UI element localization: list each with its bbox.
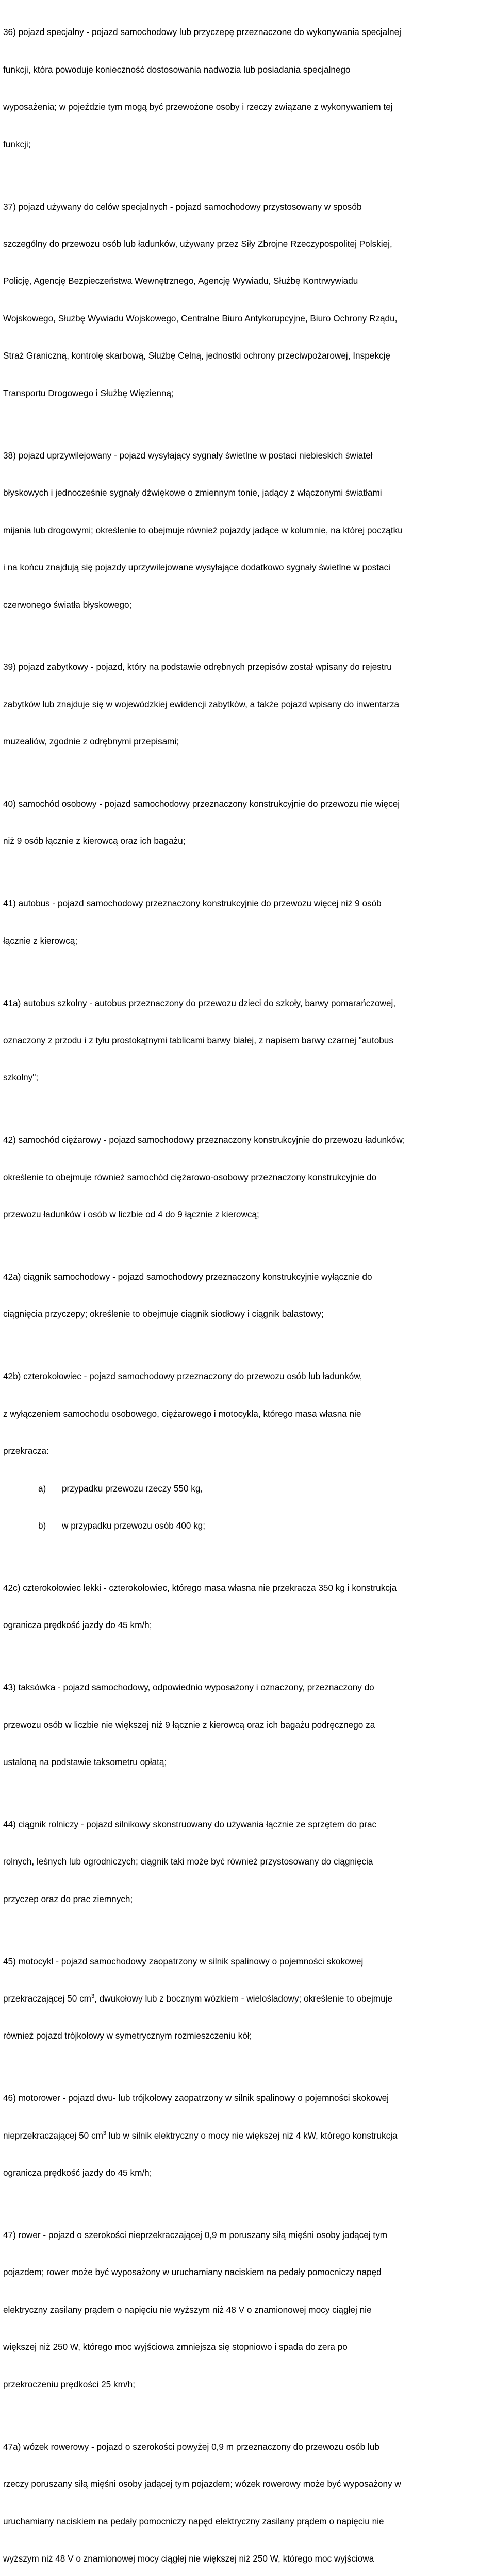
definition-line: 40) samochód osobowy - pojazd samochodowy przeznaczony konstrukcyjnie do przewozu nie więcej [3, 799, 400, 809]
definition-line: wyższym niż 48 V o znamionowej mocy ciągłej nie większej niż 250 W, którego moc wyjściowa [3, 2553, 374, 2564]
superscript: 3 [103, 2130, 107, 2137]
text-fragment: nieprzekraczającej 50 cm [3, 2130, 103, 2141]
text-fragment: , dwukołowy lub z bocznym wózkiem - wielośladowy; określenie to obejmuje [94, 1993, 393, 2004]
definition-line: ustaloną na podstawie taksometru opłatą; [3, 1757, 167, 1768]
definition-line: elektryczny zasilany prądem o napięciu nie wyższym niż 48 V o znamionowej mocy ciągłej nie [3, 2304, 372, 2315]
definition-line: 41) autobus - pojazd samochodowy przeznaczony konstrukcyjnie do przewozu więcej niż 9 osób [3, 898, 382, 909]
definitions-list [3, 1, 493, 2576]
sub-item-letter: b) [38, 1520, 46, 1531]
definition-41 [3, 872, 493, 972]
definition-line: również pojazd trójkołowy w symetrycznym rozmieszczeniu kół; [3, 2030, 252, 2041]
definition-line: 42) samochód ciężarowy - pojazd samochodowy przeznaczony konstrukcyjnie do przewozu ładunków; [3, 1134, 405, 1145]
definition-line: przyczep oraz do prac ziemnych; [3, 1893, 133, 1904]
definition-line: 46) motorower - pojazd dwu- lub trójkołowy zaopatrzony w silnik spalinowy o pojemności skokowej [3, 2093, 389, 2104]
definition-line: 41a) autobus szkolny - autobus przeznaczony do przewozu dzieci do szkoły, barwy pomarańczowej, [3, 997, 396, 1008]
text-fragment: lub w silnik elektryczny o mocy nie większej niż 4 kW, którego konstrukcja [106, 2130, 398, 2141]
definition-38 [3, 424, 493, 636]
sub-item-b [3, 1519, 493, 1532]
definition-line: Wojskowego, Służbę Wywiadu Wojskowego, Centralne Biuro Antykorupcyjne, Biuro Ochrony Rządu, [3, 313, 398, 324]
definition-42b [3, 1345, 493, 1557]
definition-line: i na końcu znajdują się pojazdy uprzywilejowane wysyłające dodatkowo sygnały świetlne w postaci [3, 562, 390, 573]
definition-line: szkolny"; [3, 1072, 39, 1083]
definition-line: 39) pojazd zabytkowy - pojazd, który na podstawie odrębnych przepisów został wpisany do rejestru [3, 662, 392, 672]
definition-line: funkcji; [3, 139, 31, 149]
definition-47a [3, 2415, 493, 2576]
definition-line: z wyłączeniem samochodu osobowego, ciężarowego i motocykla, którego masa własna nie [3, 1408, 361, 1419]
definition-43 [3, 1656, 493, 1793]
definition-line: łącznie z kierowcą; [3, 935, 78, 946]
sub-item-a [3, 1482, 493, 1495]
definition-line: przewozu osób w liczbie nie większej niż 9 łącznie z kierowcą oraz ich bagażu podręcznego za [3, 1719, 375, 1730]
definition-line: błyskowych i jednocześnie sygnały dźwiękowe o zmiennym tonie, jadący z włączonymi światłami [3, 487, 382, 498]
definition-line: ogranicza prędkość jazdy do 45 km/h; [3, 2167, 152, 2178]
definition-line: 42a) ciągnik samochodowy - pojazd samochodowy przeznaczony konstrukcyjnie wyłącznie do [3, 1271, 372, 1282]
definition-line: ciągnięcia przyczepy; określenie to obejmuje ciągnik siodłowy i ciągnik balastowy; [3, 1309, 324, 1319]
definition-37 [3, 175, 493, 424]
definition-line: rzeczy poruszany siłą mięśni osoby jadącej tym pojazdem; wózek rowerowy może być wyposażony w [3, 2479, 401, 2489]
definition-39 [3, 636, 493, 773]
definition-line: 36) pojazd specjalny - pojazd samochodowy lub przyczepę przeznaczone do wykonywania specjalnej [3, 27, 401, 38]
definition-line: muzealiów, zgodnie z odrębnymi przepisami; [3, 736, 179, 747]
definition-line: większej niż 250 W, którego moc wyjściowa zmniejsza się stopniowo i spada do zera po [3, 2342, 348, 2352]
definition-line: pojazdem; rower może być wyposażony w uruchamiany naciskiem na pedały pomocniczy napęd [3, 2267, 382, 2278]
definition-line [3, 2129, 493, 2142]
sub-item-text: przypadku przewozu rzeczy 550 kg, [62, 1483, 203, 1494]
definition-40 [3, 773, 493, 872]
definition-line: funkcji, która powoduje konieczność dostosowania nadwozia lub posiadania specjalnego [3, 64, 351, 75]
definition-line: zabytków lub znajduje się w wojewódzkiej ewidencji zabytków, a także pojazd wpisany do inwentarza [3, 699, 400, 709]
definition-44 [3, 1793, 493, 1930]
definition-line: mijania lub drogowymi; określenie to obejmuje również pojazdy jadące w kolumnie, na której początku [3, 524, 403, 535]
definition-line: oznaczony z przodu i z tyłu prostokątnymi tablicami barwy białej, z napisem barwy czarnej "autobus [3, 1035, 393, 1045]
definition-line: szczególny do przewozu osób lub ładunków, używany przez Siły Zbrojne Rzeczypospolitej Polskiej, [3, 238, 392, 249]
definition-line: 47) rower - pojazd o szerokości nieprzekraczającej 0,9 m poruszany siłą mięśni osoby jadącej tym [3, 2229, 388, 2240]
definition-line: przewozu ładunków i osób w liczbie od 4 do 9 łącznie z kierowcą; [3, 1209, 259, 1220]
definition-line: Transportu Drogowego i Służbę Więzienną; [3, 387, 174, 398]
sub-item-text: w przypadku przewozu osób 400 kg; [62, 1520, 206, 1531]
definition-line: 37) pojazd używany do celów specjalnych - pojazd samochodowy przystosowany w sposób [3, 201, 362, 212]
definition-line: przekroczeniu prędkości 25 km/h; [3, 2379, 136, 2389]
definition-line: Policję, Agencję Bezpieczeństwa Wewnętrznego, Agencję Wywiadu, Służbę Kontrwywiadu [3, 276, 358, 286]
definition-line: 42c) czterokołowiec lekki - czterokołowiec, którego masa własna nie przekracza 350 kg i konstrukcja [3, 1582, 397, 1593]
definition-47 [3, 2204, 493, 2416]
definition-line: 47a) wózek rowerowy - pojazd o szerokości powyżej 0,9 m przeznaczony do przewozu osób lub [3, 2441, 380, 2452]
definition-line: Straż Graniczną, kontrolę skarbową, Służbę Celną, jednostki ochrony przeciwpożarowej, Inspekcję [3, 350, 390, 361]
text-fragment: przekraczającej 50 cm [3, 1993, 91, 2004]
definition-line: rolnych, leśnych lub ogrodniczych; ciągnik taki może być również przystosowany do ciągnięcia [3, 1856, 373, 1867]
definition-42a [3, 1246, 493, 1345]
definition-42c [3, 1557, 493, 1656]
sub-item-letter: a) [38, 1483, 46, 1494]
definition-45 [3, 1930, 493, 2067]
definition-36 [3, 1, 493, 175]
definition-line: ogranicza prędkość jazdy do 45 km/h; [3, 1620, 152, 1631]
definition-line: 38) pojazd uprzywilejowany - pojazd wysyłający sygnały świetlne w postaci niebieskich świateł [3, 450, 373, 461]
definition-line: 45) motocykl - pojazd samochodowy zaopatrzony w silnik spalinowy o pojemności skokowej [3, 1956, 364, 1967]
definition-line: niż 9 osób łącznie z kierowcą oraz ich bagażu; [3, 836, 186, 846]
definition-line: 42b) czterokołowiec - pojazd samochodowy przeznaczony do przewozu osób lub ładunków, [3, 1371, 362, 1382]
definition-42 [3, 1109, 493, 1246]
definition-line: przekracza: [3, 1446, 49, 1456]
definition-line: 44) ciągnik rolniczy - pojazd silnikowy skonstruowany do używania łącznie ze sprzętem do prac [3, 1819, 377, 1829]
definition-line: uruchamiany naciskiem na pedały pomocniczy napęd elektryczny zasilany prądem o napięciu nie [3, 2516, 384, 2527]
definition-line: 43) taksówka - pojazd samochodowy, odpowiednio wyposażony i oznaczony, przeznaczony do [3, 1682, 374, 1693]
definition-line: określenie to obejmuje również samochód ciężarowo-osobowy przeznaczony konstrukcyjnie do [3, 1172, 377, 1182]
superscript: 3 [91, 1993, 95, 1999]
definition-line: czerwonego światła błyskowego; [3, 599, 132, 610]
definition-41a [3, 972, 493, 1109]
definition-46 [3, 2067, 493, 2204]
definition-line: wyposażenia; w pojeździe tym mogą być przewożone osoby i rzeczy związane z wykonywaniem tej [3, 101, 393, 112]
definition-line [3, 1992, 493, 2005]
